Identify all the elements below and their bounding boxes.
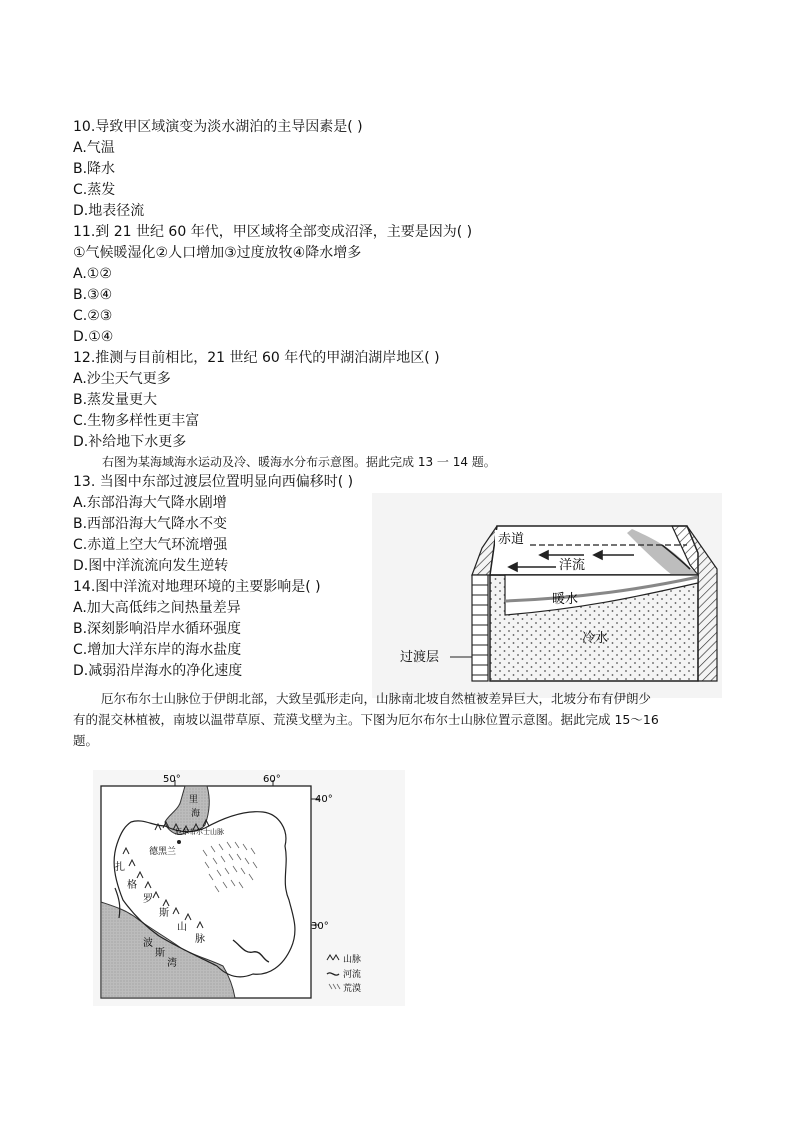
- q12-stem: 12.推测与目前相比，21 世纪 60 年代的甲湖泊湖岸地区( ): [73, 350, 440, 366]
- legend-desert: 荒漠: [343, 984, 362, 994]
- q13-option-b: B.西部沿海大气降水不变: [73, 516, 228, 532]
- q12-option-c: C.生物多样性更丰富: [73, 413, 200, 429]
- label-caspian-2: 海: [191, 809, 201, 819]
- q14-option-a: A.加大高低纬之间热量差异: [73, 600, 241, 616]
- q10-option-c: C.蒸发: [73, 182, 116, 198]
- label-cold-water: 冷水: [582, 631, 609, 646]
- label-zagros-4: 斯: [159, 908, 169, 919]
- legend-mountain: 山脉: [343, 955, 362, 965]
- tehran-dot: [177, 840, 181, 844]
- label-equator: 赤道: [498, 532, 525, 547]
- label-transition-layer: 过渡层: [400, 650, 440, 665]
- q13-stem: 13. 当图中东部过渡层位置明显向西偏移时( ): [73, 474, 354, 490]
- q14-option-b: B.深刻影响沿岸水循环强度: [73, 621, 242, 637]
- q10-option-b: B.降水: [73, 161, 116, 177]
- label-elburz: 厄尔布尔士山脉: [175, 828, 224, 836]
- q11-option-a: A.①②: [73, 266, 112, 282]
- q11-option-b: B.③④: [73, 287, 113, 303]
- lon-label-50: 50°: [163, 774, 181, 785]
- q12-option-d: D.补给地下水更多: [73, 434, 187, 450]
- label-warm-water: 暖水: [552, 592, 579, 607]
- intro-15-16-line3: 题。: [73, 733, 99, 748]
- label-caspian-1: 里: [189, 795, 199, 805]
- label-gulf-3: 湾: [167, 958, 177, 969]
- q10-option-a: A.气温: [73, 140, 115, 156]
- label-gulf-1: 波: [143, 938, 153, 949]
- label-gulf-2: 斯: [155, 948, 165, 959]
- label-zagros-3: 罗: [143, 894, 153, 905]
- label-zagros-5: 山: [177, 922, 187, 933]
- q14-option-d: D.减弱沿岸海水的净化速度: [73, 663, 243, 679]
- q11-stem: 11.到 21 世纪 60 年代，甲区域将全部变成沼泽，主要是因为( ): [73, 224, 473, 240]
- label-zagros-6: 脉: [195, 934, 205, 945]
- q13-option-d: D.图中洋流流向发生逆转: [73, 558, 229, 574]
- ocean-current-figure: [372, 493, 722, 698]
- q14-option-c: C.增加大洋东岸的海水盐度: [73, 642, 242, 658]
- q10-stem: 10.导致甲区域演变为淡水湖泊的主导因素是( ): [73, 119, 363, 135]
- q11-choices: ①气候暖湿化②人口增加③过度放牧④降水增多: [73, 245, 362, 261]
- lat-label-40: 40°: [315, 794, 333, 805]
- legend-river: 河流: [343, 970, 362, 980]
- intro-15-16-line2: 有的混交林植被，南坡以温带草原、荒漠戈壁为主。下图为厄尔布尔士山脉位置示意图。据此完成 15～16: [73, 712, 659, 727]
- lon-label-60: 60°: [263, 774, 281, 785]
- q13-option-a: A.东部沿海大气降水剧增: [73, 495, 227, 511]
- label-zagros-2: 格: [127, 880, 137, 891]
- q12-option-b: B.蒸发量更大: [73, 392, 158, 408]
- intro-13-14: 右图为某海域海水运动及冷、暖海水分布示意图。据此完成 13 一 14 题。: [102, 455, 496, 469]
- label-tehran: 德黑兰: [149, 847, 177, 857]
- q12-option-a: A.沙尘天气更多: [73, 371, 171, 387]
- intro-15-16: [73, 688, 723, 751]
- intro-15-16-line1: 厄尔布尔士山脉位于伊朗北部，大致呈弧形走向，山脉南北坡自然植被差异巨大，北坡分布有伊朗少: [101, 691, 652, 706]
- elburz-location-map: [93, 770, 405, 1006]
- lat-label-30: 30°: [311, 921, 329, 932]
- q14-stem: 14.图中洋流对地理环境的主要影响是( ): [73, 579, 321, 595]
- q11-option-d: D.①④: [73, 329, 114, 345]
- label-zagros-1: 扎: [115, 862, 125, 873]
- q10-option-d: D.地表径流: [73, 203, 145, 219]
- label-current: 洋流: [559, 558, 586, 573]
- q13-option-c: C.赤道上空大气环流增强: [73, 537, 228, 553]
- q11-option-c: C.②③: [73, 308, 113, 324]
